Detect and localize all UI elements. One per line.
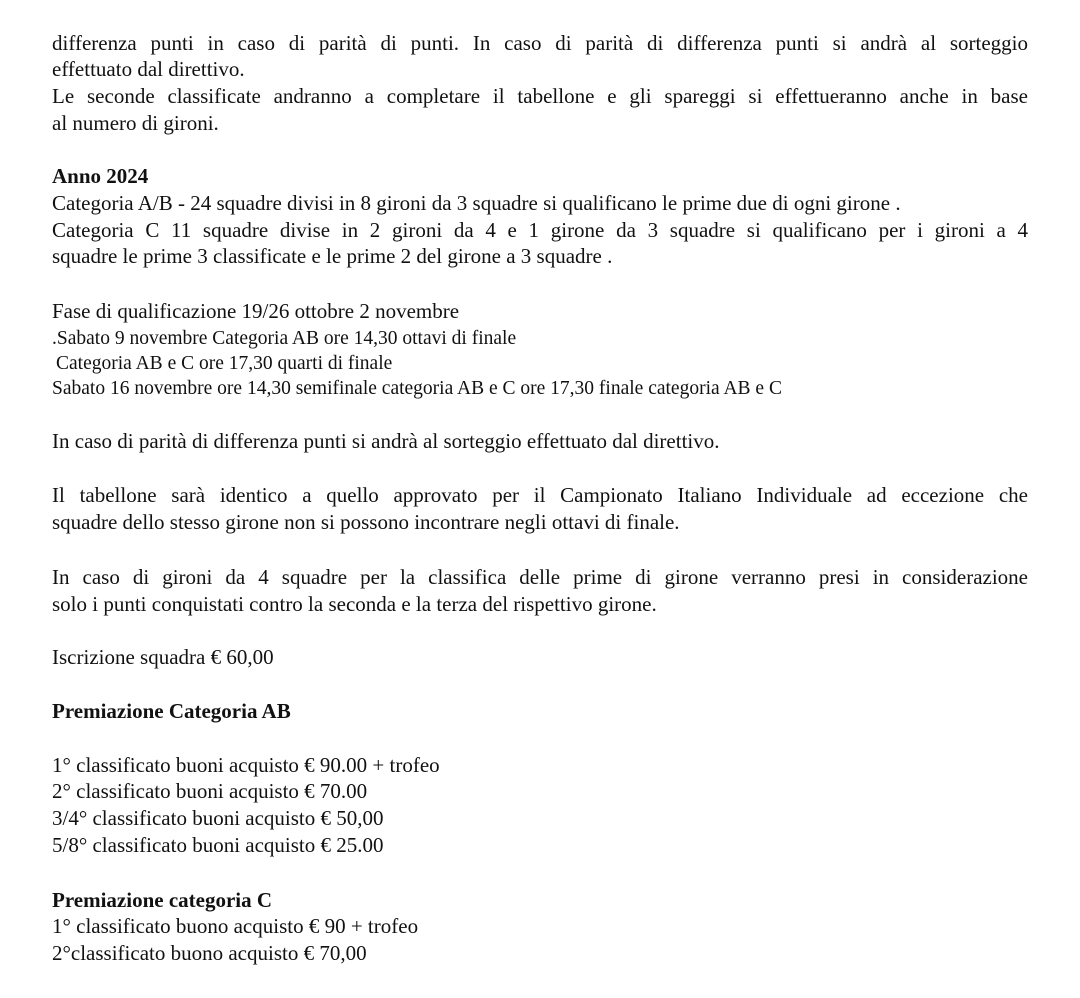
intro-text-line: effettuato dal direttivo. <box>52 57 245 81</box>
schedule-line: Categoria AB e C ore 17,30 quarti di finale <box>56 353 393 374</box>
intro-text-line: al numero di gironi. <box>52 111 219 135</box>
prize-item: 2° classificato buoni acquisto € 70.00 <box>52 779 368 803</box>
category-ab-description: Categoria A/B - 24 squadre divisi in 8 gironi da 3 squadre si qualificano le prime due di ogni girone . <box>52 191 901 215</box>
bracket-rule-text: squadre dello stesso girone non si possono incontrare negli ottavi di finale. <box>52 510 680 534</box>
prize-item: 5/8° classificato buoni acquisto € 25.00 <box>52 833 384 857</box>
groups-of-four-rule-text: In caso di gironi da 4 squadre per la classifica delle prime di girone verranno presi in considerazione <box>52 565 1028 589</box>
schedule-line: .Sabato 9 novembre Categoria AB ore 14,30 ottavi di finale <box>52 328 517 349</box>
schedule-line: Sabato 16 novembre ore 14,30 semifinale categoria AB e C ore 17,30 finale categoria AB e C <box>52 378 782 399</box>
bracket-rule-text: Il tabellone sarà identico a quello approvato per il Campionato Italiano Individuale ad eccezione che <box>52 483 1028 507</box>
prize-item: 1° classificato buono acquisto € 90 + trofeo <box>52 914 419 938</box>
registration-fee: Iscrizione squadra € 60,00 <box>52 645 274 669</box>
prizes-c-heading: Premiazione categoria C <box>52 888 273 912</box>
qualification-dates: Fase di qualificazione 19/26 ottobre 2 novembre <box>52 299 460 323</box>
category-c-description: Categoria C 11 squadre divise in 2 gironi da 4 e 1 girone da 3 squadre si qualificano per i gironi a 4 <box>52 218 1028 242</box>
intro-text-line: Le seconde classificate andranno a completare il tabellone e gli spareggi si effettueranno anche in base <box>52 84 1028 108</box>
prizes-ab-heading: Premiazione Categoria AB <box>52 699 291 723</box>
prize-item: 3/4° classificato buoni acquisto € 50,00 <box>52 806 384 830</box>
prize-item: 2°classificato buono acquisto € 70,00 <box>52 941 367 965</box>
groups-of-four-rule-text: solo i punti conquistati contro la seconda e la terza del rispettivo girone. <box>52 592 657 616</box>
intro-text-line: differenza punti in caso di parità di punti. In caso di parità di differenza punti si andrà al sorteggio <box>52 31 1028 55</box>
year-heading: Anno 2024 <box>52 164 149 188</box>
category-c-description: squadre le prime 3 classificate e le prime 2 del girone a 3 squadre . <box>52 244 613 268</box>
tie-rule-text: In caso di parità di differenza punti si andrà al sorteggio effettuato dal direttivo. <box>52 429 720 453</box>
prize-item: 1° classificato buoni acquisto € 90.00 + trofeo <box>52 753 440 777</box>
